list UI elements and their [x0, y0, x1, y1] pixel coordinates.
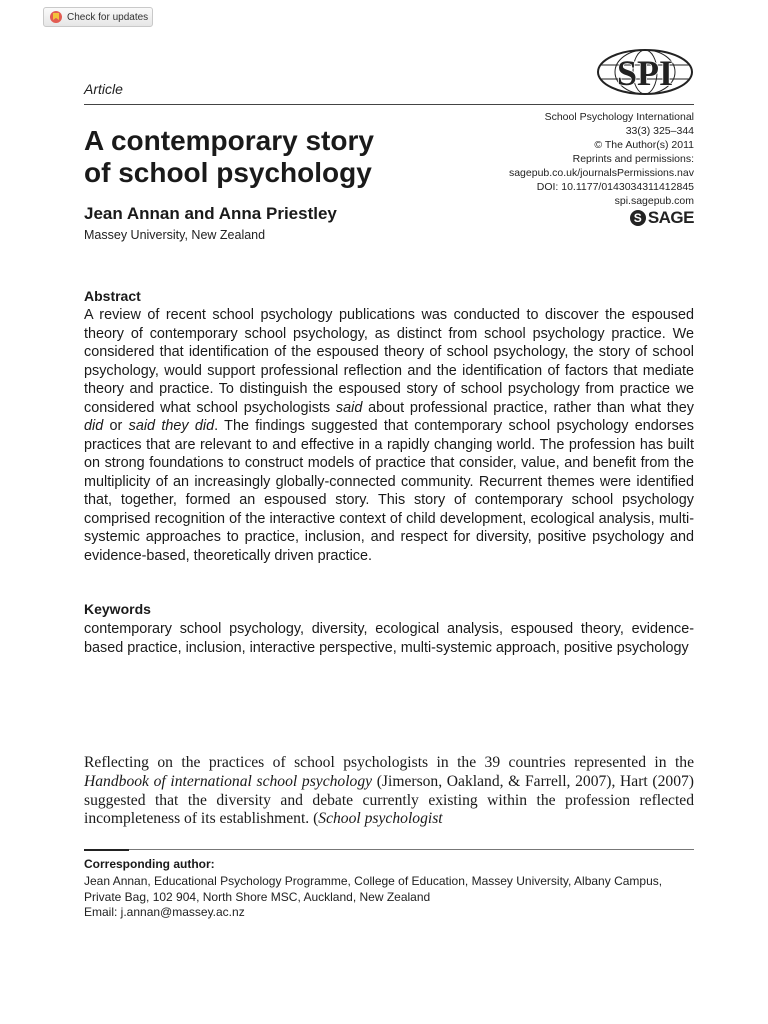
- journal-info: [434, 110, 694, 208]
- header-divider: [84, 104, 694, 105]
- sage-logo-text: SAGE: [647, 208, 694, 227]
- corresponding-line-2: Private Bag, 102 904, North Shore MSC, Auckland, New Zealand: [84, 889, 431, 904]
- body-part-1: Reflecting on the practices of school psychologists in the 39 countries represented in the: [84, 754, 694, 771]
- abstract-part-1: A review of recent school psychology publications was conducted to discover the espoused theory of contemporary school psychology, as distinct from school psychology practice. We considered that identification of the espoused theory of school psychology, the story of school psychology, would support professional reflection and the identification of factors that mediate theory and practice. To distinguish the espoused story of school psychology from practice we considered what school psychologists: [84, 307, 694, 416]
- abstract-part-3: . The findings suggested that contemporary school psychology endorses practices that are relevant to and effective in a rapidly changing world. The profession has built on strong foundations to construct models of practice that consider, value, and benefit from the multiplicity of an increasingly globally-connected community. Recurrent themes were identified that, together, formed an espoused story. This story of contemporary school psychology comprised recognition of the interactive context of child development, ecological analysis, multi-systemic approaches to practice, inclusion, and respect for diversity, positive psychology and evidence-based, theoretically driven practice.: [84, 418, 694, 564]
- sage-mark: S: [630, 210, 646, 226]
- corresponding-email[interactable]: Email: j.annan@massey.ac.nz: [84, 905, 245, 919]
- keywords-heading: Keywords: [84, 601, 151, 617]
- abstract-said-they-did: said they did: [128, 418, 215, 434]
- check-for-updates-badge[interactable]: [43, 7, 153, 27]
- check-for-updates-label: Check for updates: [67, 11, 149, 23]
- corresponding-author-heading: Corresponding author:: [84, 857, 215, 871]
- body-book-title: Handbook of international school psychology: [84, 772, 373, 790]
- bookmark-icon: [50, 11, 62, 23]
- title-line-2: of school psychology: [84, 157, 372, 188]
- reprints-url[interactable]: sagepub.co.uk/journalsPermissions.nav: [508, 167, 694, 179]
- spi-logo-text: SPI: [616, 53, 674, 93]
- abstract-text: [84, 306, 694, 565]
- article-type-label: Article: [84, 81, 123, 97]
- journal-name: School Psychology International: [544, 111, 694, 123]
- corresponding-line-1: Jean Annan, Educational Psychology Programme, College of Education, Massey University, Albany Campus,: [84, 874, 663, 888]
- abstract-or: or: [103, 418, 129, 434]
- sage-logo: [630, 209, 694, 226]
- body-paragraph: [84, 754, 694, 829]
- affiliation: Massey University, New Zealand: [84, 228, 266, 242]
- abstract-heading: Abstract: [84, 288, 141, 304]
- body-tail: School psychologist: [318, 810, 443, 828]
- journal-volume: 33(3) 325–344: [625, 125, 694, 137]
- doi[interactable]: DOI: 10.1177/0143034311412845: [536, 181, 694, 193]
- journal-site[interactable]: spi.sagepub.com: [614, 195, 694, 207]
- keywords-text: contemporary school psychology, diversity, ecological analysis, espoused theory, evidence-based practice, inclusion, interactive perspective, multi-systemic approach, positive psychology: [84, 621, 694, 656]
- abstract-did: did: [84, 418, 104, 434]
- abstract-part-2: about professional practice, rather than what they: [362, 399, 694, 416]
- body-part-2: (Jimerson, Oakland, & Farrell, 2007), Hart (2007) suggested that the diversity and debate currently existing within the profession reflected incompleteness of its establishment. (: [84, 772, 694, 828]
- corresponding-author-details: [84, 874, 704, 921]
- article-title: [84, 125, 444, 189]
- footnote-divider: [84, 849, 694, 850]
- title-line-1: A contemporary story: [84, 125, 374, 156]
- abstract-said: said: [335, 399, 363, 416]
- authors: Jean Annan and Anna Priestley: [84, 204, 337, 223]
- copyright-line: © The Author(s) 2011: [594, 139, 694, 151]
- spi-logo: [596, 48, 694, 96]
- footnote-divider-accent: [84, 849, 129, 851]
- reprints-label: Reprints and permissions:: [572, 153, 694, 165]
